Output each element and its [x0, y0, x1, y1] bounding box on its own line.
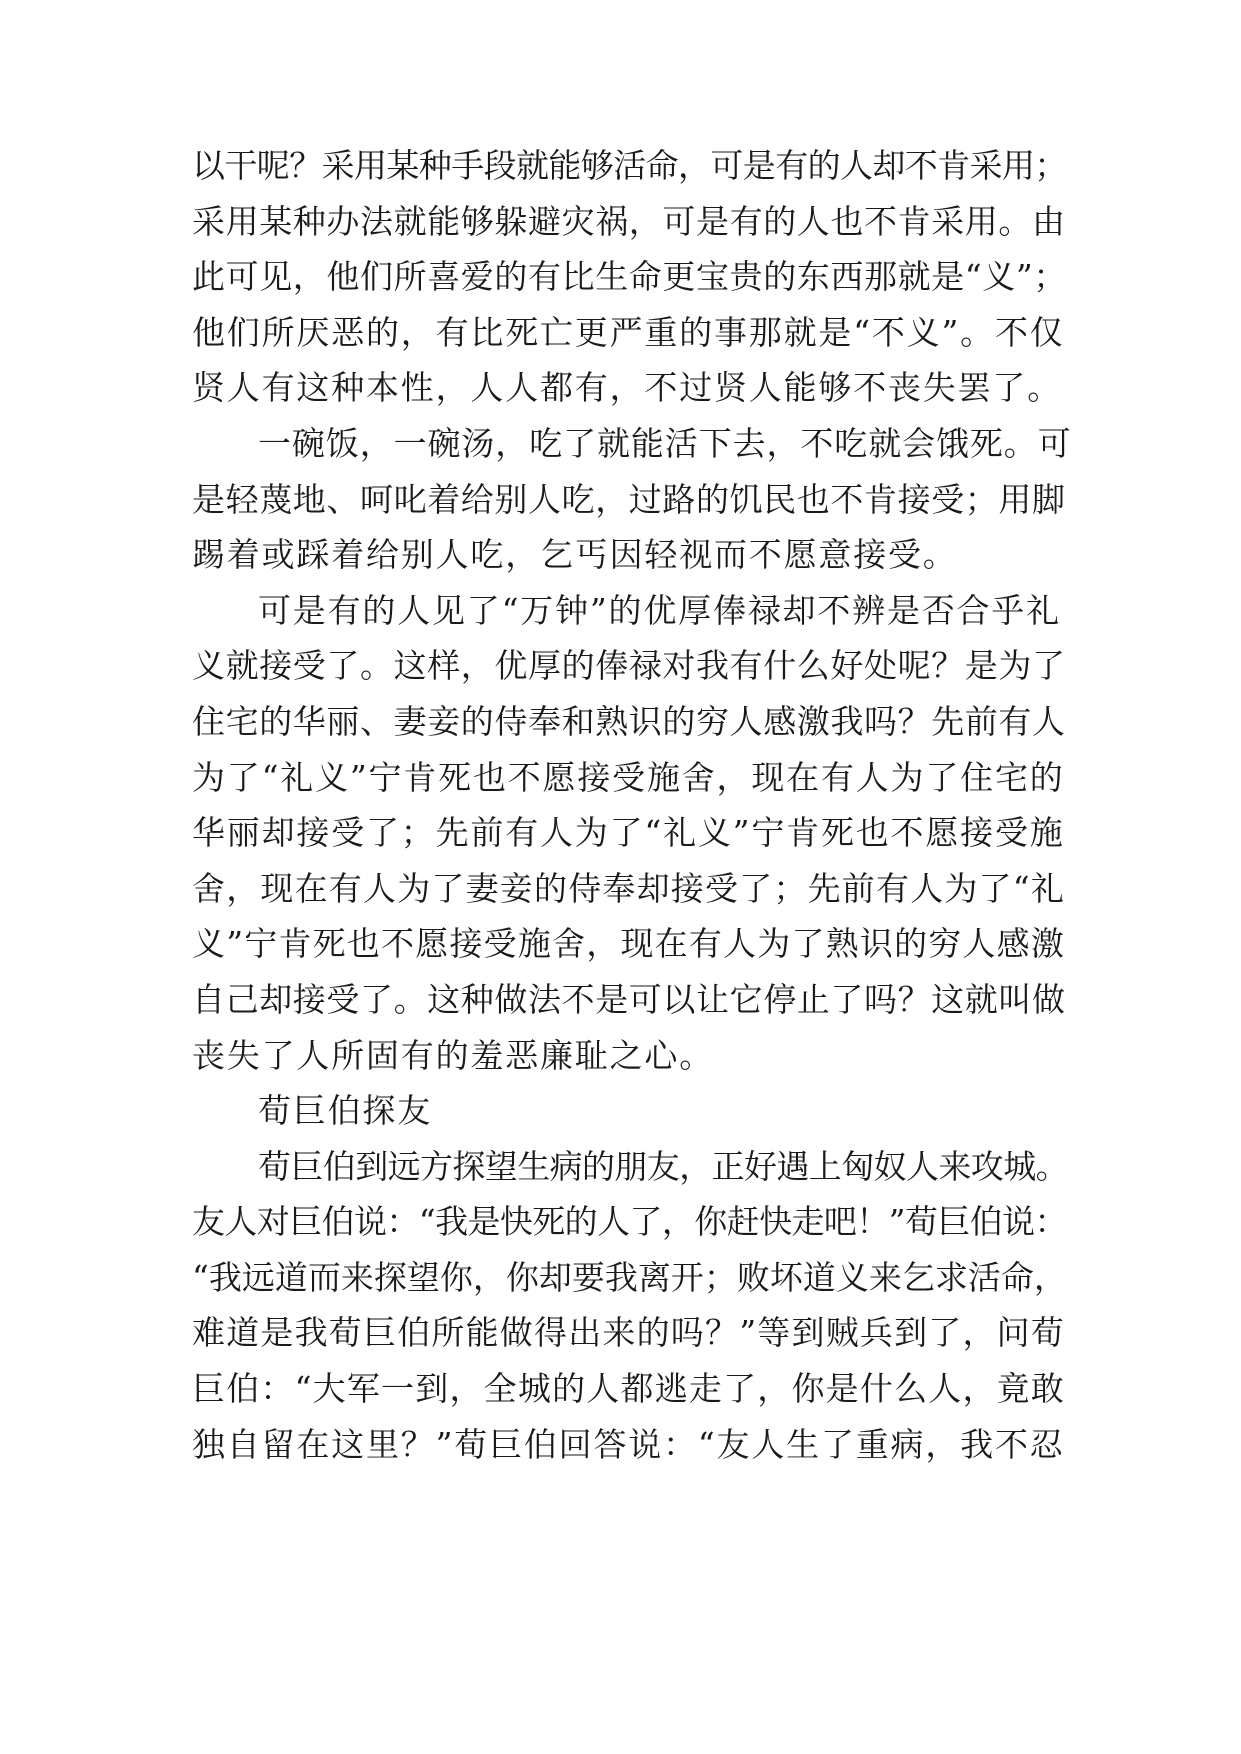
text-line: 巨伯：“大军一到，全城的人都逃走了，你是什么人，竟敢 — [192, 1369, 1066, 1409]
body-text — [192, 138, 1072, 1472]
text-line: 他们所厌恶的，有比死亡更严重的事那就是“不义”。不仅 — [192, 312, 1065, 352]
text-line: 丧失了人所固有的羞恶廉耻之心。 — [192, 1035, 714, 1075]
text-line: 可是有的人见了“万钟”的优厚俸禄却不辨是否合乎礼 — [258, 590, 1061, 630]
text-line: 贤人有这种本性，人人都有，不过贤人能够不丧失罢了。 — [192, 368, 1062, 408]
text-line: 自己却接受了。这种做法不是可以让它停止了吗？这就叫做 — [192, 979, 1066, 1019]
text-line: 友人对巨伯说：“我是快死的人了，你赶快走吧！”荀巨伯说： — [192, 1202, 1067, 1242]
text-line: 踢着或踩着给别人吃，乞丐因轻视而不愿意接受。 — [192, 535, 958, 575]
text-line: 荀巨伯到远方探望生病的朋友，正好遇上匈奴人来攻城。 — [258, 1146, 1069, 1186]
text-line: 荀巨伯探友 — [258, 1091, 432, 1131]
text-line: 为了“礼义”宁肯死也不愿接受施舍，现在有人为了住宅的 — [192, 757, 1065, 797]
text-line: 一碗饭，一碗汤，吃了就能活下去，不吃就会饿死。可 — [258, 423, 1072, 463]
text-line: 住宅的华丽、妻妾的侍奉和熟识的穷人感激我吗？先前有人 — [192, 701, 1066, 741]
text-line: 采用某种办法就能够躲避灾祸，可是有的人也不肯采用。由 — [192, 201, 1066, 241]
text-line: 此可见，他们所喜爱的有比生命更宝贵的东西那就是“义”； — [192, 257, 1067, 297]
text-line: 华丽却接受了；先前有人为了“礼义”宁肯死也不愿接受施 — [192, 813, 1065, 853]
text-line: 难道是我荀巨伯所能做得出来的吗？”等到贼兵到了，问荀 — [192, 1313, 1066, 1353]
text-line: 舍，现在有人为了妻妾的侍奉却接受了；先前有人为了“礼 — [192, 868, 1066, 908]
text-line: 独自留在这里？”荀巨伯回答说：“友人生了重病，我不忍 — [192, 1424, 1065, 1464]
text-line: 以干呢？采用某种手段就能够活命，可是有的人却不肯采用； — [192, 146, 1067, 185]
text-line: 是轻蔑地、呵叱着给别人吃，过路的饥民也不肯接受；用脚 — [192, 479, 1066, 519]
text-line: 义”宁肯死也不愿接受施舍，现在有人为了熟识的穷人感激 — [192, 924, 1066, 964]
text-line: “我远道而来探望你，你却要我离开；败坏道义来乞求活命， — [192, 1257, 1067, 1297]
text-line: 义就接受了。这样，优厚的俸禄对我有什么好处呢？是为了 — [192, 646, 1066, 686]
